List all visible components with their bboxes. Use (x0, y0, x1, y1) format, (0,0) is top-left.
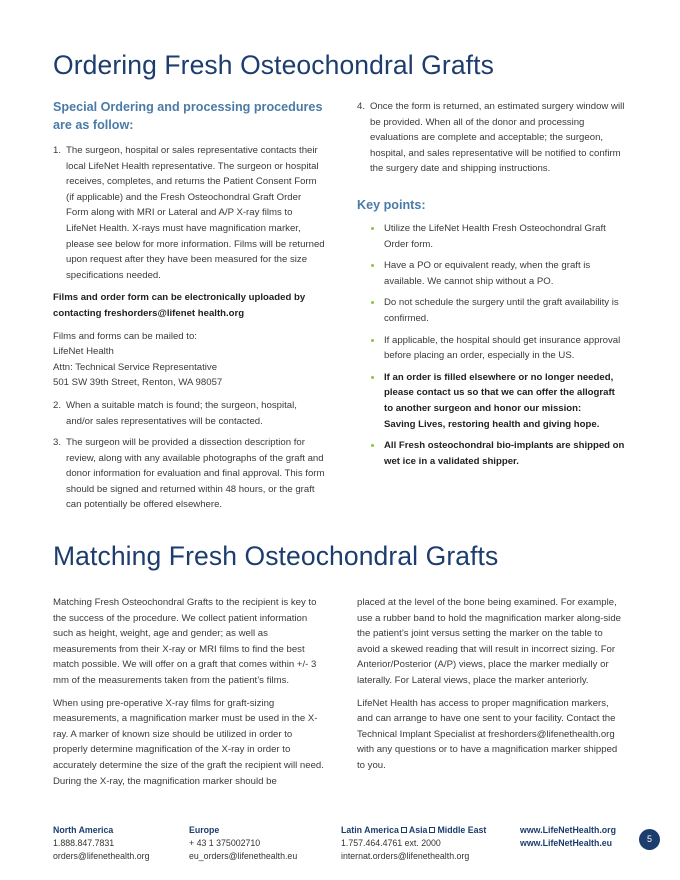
footer-region-title (341, 824, 486, 837)
key-points-list (357, 221, 625, 469)
mission-text: Saving Lives, restoring health and giving hope. (384, 418, 600, 430)
procedures-subhead: Special Ordering and processing procedures are as follow: (53, 100, 323, 132)
matching-title: Matching Fresh Osteochondral Grafts (53, 541, 499, 571)
separator-square-icon (401, 827, 407, 833)
key-point (357, 370, 625, 432)
region-asia: Asia (408, 825, 428, 835)
matching-paragraph: Matching Fresh Osteochondral Grafts to the recipient is key to the success of the procedure. We collect patient information such as height, weight, age and gender; as well as measurements from their X-ray or MRI films to find the best match possible. We will offer on a graft that comes within +/- 3 mm of the measurements taken from the patient’s films. (53, 597, 317, 686)
key-point-text: All Fresh osteochondral bio-implants are shipped on wet ice in a validated shipper. (384, 440, 625, 467)
upload-note: Films and order form can be electronically uploaded by contacting freshorders@lifenet health.org (53, 292, 306, 319)
ordering-title: Ordering Fresh Osteochondral Grafts (53, 50, 494, 80)
key-point-text: If applicable, the hospital should get insurance approval before placing an order, especially in the US. (384, 334, 621, 362)
footer-website[interactable]: www.LifeNetHealth.org (520, 825, 616, 835)
region-latin-america: Latin America (341, 825, 399, 835)
steps-list-right (357, 99, 625, 177)
key-point (357, 295, 625, 326)
region-middle-east: Middle East (437, 825, 487, 835)
bullet-icon (371, 376, 374, 379)
step-text: Once the form is returned, an estimated surgery window will be provided. When all of the donor and processing evaluations are complete and acceptable; the surgeon, hospital, and sales representative will be notified to confirm the surgery date and shipping instructions. (370, 101, 625, 175)
page-number: 5 (639, 829, 660, 850)
step-item (357, 99, 625, 177)
steps-list (53, 143, 325, 283)
key-point (357, 221, 625, 252)
footer-email[interactable]: internat.orders@lifenethealth.org (341, 850, 470, 861)
step-number: 2. (53, 399, 62, 411)
footer-web (520, 824, 616, 850)
separator-square-icon (429, 827, 435, 833)
step-item (53, 398, 325, 429)
step-number: 1. (53, 145, 62, 156)
step-number: 3. (53, 437, 62, 449)
key-point-text: Do not schedule the surgery until the graft availability is confirmed. (384, 297, 619, 324)
matching-paragraph: placed at the level of the bone being examined. For example, use a rubber band to hold the magnification marker along-side the patient’s joint versus setting the marker on the table to avoid a skewed reading that will result in incorrect sizing. For Anterior/Posterior (A/P) views, place the marker medially or laterally. For Lateral views, place the marker anteriorly. (357, 597, 621, 686)
key-point-text: If an order is filled elsewhere or no longer needed, please contact us so that we can offer the allograft to another surgeon and honor our mission: (384, 371, 615, 414)
step-text: The surgeon will be provided a dissection description for review, along with any available photographs of the graft and donor information for evaluation and final approval. This form should be signed and returned within 48 hours, or the graft can potentially be offered elsewhere. (66, 437, 325, 511)
step-text: The surgeon, hospital or sales representative contacts their local LifeNet Health representative. The surgeon or hospital receives, completes, and returns the Patient Consent Form (if applicable) and the Fresh Osteochondral Graft Order Form along with MRI or Lateral and A/P X-ray films to LifeNet Health. X-rays must have magnification marker, please see below for more information. Films will be returned upon request after they have been measured for the size specifications needed. (66, 145, 325, 281)
footer-region-title: North America (53, 825, 114, 835)
key-point (357, 258, 625, 289)
steps-list-continued (53, 398, 325, 513)
footer-email[interactable]: eu_orders@lifenethealth.eu (189, 850, 298, 861)
footer-website[interactable]: www.LifeNetHealth.eu (520, 837, 613, 848)
ordering-right-column (357, 99, 625, 475)
step-item (53, 435, 325, 513)
matching-left-column (53, 595, 325, 789)
bullet-icon (371, 301, 374, 304)
mail-line: Attn: Technical Service Representative (53, 361, 218, 373)
key-point-text: Utilize the LifeNet Health Fresh Osteochondral Graft Order form. (384, 222, 606, 250)
bullet-icon (371, 227, 374, 230)
footer-north-america (53, 824, 149, 862)
key-point-text: Have a PO or equivalent ready, when the graft is available. We cannot ship without a PO. (384, 260, 591, 287)
footer-email[interactable]: orders@lifenethealth.org (53, 850, 150, 861)
footer-phone: 1.757.464.4761 ext. 2000 (341, 837, 441, 848)
matching-paragraph: When using pre-operative X-ray films for graft-sizing measurements, a magnification marker must be used in the X-ray. A marker of known size should be utilized in order to properly determine magnification of the X-ray in order to accurately determine the size of the graft the recipient will need. During the X-ray, the magnification marker should be (53, 697, 324, 787)
matching-paragraph: LifeNet Health has access to proper magnification markers, and can arrange to have one sent to your facility. Contact the Technical Implant Specialist at freshorders@lifenethealth.org with any questions or to have a magnification marker shipped to you. (357, 697, 618, 771)
footer-phone: + 43 1 375002710 (189, 837, 261, 848)
mail-intro: Films and forms can be mailed to: (53, 330, 197, 342)
bullet-icon (371, 264, 374, 267)
key-point (357, 438, 625, 469)
step-text: When a suitable match is found; the surgeon, hospital, and/or sales representatives will be contacted. (66, 399, 297, 427)
matching-right-column (357, 595, 627, 774)
bullet-icon (371, 444, 374, 447)
mail-line: 501 SW 39th Street, Renton, WA 98057 (53, 377, 223, 389)
key-point (357, 333, 625, 364)
step-number: 4. (357, 101, 366, 112)
footer-europe (189, 824, 297, 862)
footer-phone: 1.888.847.7831 (53, 837, 115, 848)
step-item (53, 143, 325, 283)
key-points-title: Key points: (357, 197, 426, 212)
mail-line: LifeNet Health (53, 346, 114, 358)
ordering-left-column (53, 98, 325, 513)
footer-region-title: Europe (189, 825, 220, 835)
footer-latin-america (341, 824, 486, 862)
bullet-icon (371, 339, 374, 342)
